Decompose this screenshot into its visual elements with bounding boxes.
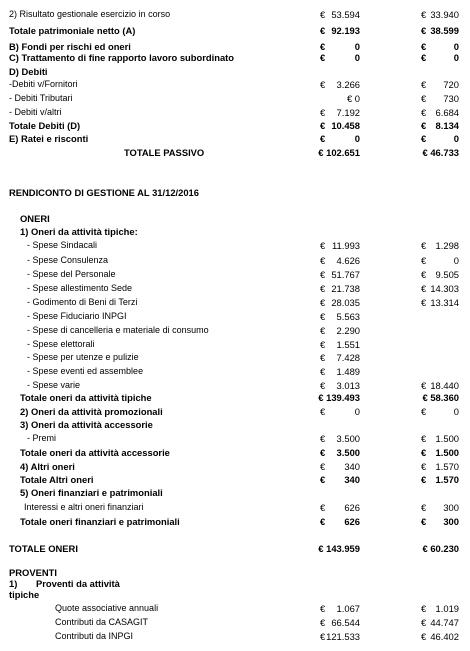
- passivo-row-label: D) Debiti: [9, 66, 48, 77]
- currency-symbol: €: [421, 502, 427, 513]
- oneri-section-1: 1) Oneri da attività tipiche:: [20, 226, 138, 237]
- currency-symbol: €: [421, 603, 427, 614]
- currency-symbol: €: [421, 255, 427, 266]
- amount-value: 10.458: [331, 120, 360, 131]
- currency-symbol: €: [320, 240, 326, 251]
- amount-value: 340: [344, 474, 360, 485]
- currency-symbol: €: [421, 297, 427, 308]
- amount-value: 0: [453, 133, 459, 144]
- amount-value: 7.428: [336, 352, 360, 363]
- amount-value: 9.505: [435, 269, 459, 280]
- currency-symbol: €: [421, 41, 427, 52]
- currency-symbol: €: [320, 79, 326, 90]
- amount-value: € 46.733: [422, 147, 459, 158]
- amount-value: 8.134: [435, 120, 459, 131]
- currency-symbol: €: [320, 617, 326, 628]
- amount-value: 3.013: [336, 380, 360, 391]
- amount-value: 0: [354, 133, 360, 144]
- amount-value: 3.266: [336, 79, 360, 90]
- currency-symbol: €: [320, 107, 326, 118]
- amount-value: 1.551: [336, 339, 360, 350]
- proventi-section-title-cont: tipiche: [9, 589, 40, 600]
- currency-symbol: €: [421, 79, 427, 90]
- currency-symbol: €: [320, 283, 326, 294]
- amount-value: 1.500: [435, 447, 459, 458]
- amount-value: 4.626: [336, 255, 360, 266]
- passivo-row-label: - Debiti v/altri: [9, 107, 62, 117]
- totale-oneri-label: TOTALE ONERI: [9, 543, 78, 554]
- currency-symbol: €: [320, 352, 326, 363]
- amount-value: 44.747: [430, 617, 459, 628]
- amount-value: 300: [443, 502, 459, 513]
- rendiconto-title: RENDICONTO DI GESTIONE AL 31/12/2016: [9, 187, 199, 198]
- currency-symbol: €: [320, 325, 326, 336]
- currency-symbol: €: [421, 447, 427, 458]
- oneri-item-label: - Spese del Personale: [27, 269, 116, 279]
- oneri-section-3: 3) Oneri da attività accessorie: [20, 419, 153, 430]
- oneri-item-label: - Spese Sindacali: [27, 240, 98, 250]
- totale-passivo-label: TOTALE PASSIVO: [124, 147, 205, 158]
- currency-symbol: €: [421, 25, 427, 36]
- amount-value: € 139.493: [318, 392, 360, 403]
- passivo-row-label: C) Trattamento di fine rapporto lavoro subordinato: [9, 52, 235, 63]
- currency-symbol: €: [320, 474, 326, 485]
- oneri-item-label: - Spese per utenze e pulizie: [27, 352, 139, 362]
- currency-symbol: €: [320, 25, 326, 36]
- amount-value: 0: [453, 41, 459, 52]
- currency-symbol: €: [421, 617, 427, 628]
- oneri-section-5: 5) Oneri finanziari e patrimoniali: [20, 487, 163, 498]
- oneri-item-label: - Spese di cancelleria e materiale di consumo: [27, 325, 209, 335]
- currency-symbol: €: [421, 461, 427, 472]
- amount-value: 1.570: [435, 474, 459, 485]
- currency-symbol: €: [421, 9, 427, 20]
- currency-symbol: €: [320, 461, 326, 472]
- proventi-section-title: Proventi da attività: [36, 578, 120, 589]
- amount-value: 51.767: [331, 269, 360, 280]
- currency-symbol: €: [320, 433, 326, 444]
- amount-value: 28.035: [331, 297, 360, 308]
- currency-symbol: €: [320, 631, 326, 642]
- passivo-row-label: -Debiti v/Fornitori: [9, 79, 78, 89]
- amount-value: 66.544: [331, 617, 360, 628]
- currency-symbol: €: [421, 269, 427, 280]
- amount-value: 1.489: [336, 366, 360, 377]
- passivo-row-label: - Debiti Tributari: [9, 93, 73, 103]
- totale-oneri-finanziari-label: Totale oneri finanziari e patrimoniali: [20, 516, 180, 527]
- amount-value: € 102.651: [318, 147, 360, 158]
- currency-symbol: €: [320, 380, 326, 391]
- currency-symbol: €: [421, 631, 427, 642]
- currency-symbol: €: [320, 339, 326, 350]
- amount-value: 1.298: [435, 240, 459, 251]
- currency-symbol: €: [421, 283, 427, 294]
- amount-value: 7.192: [336, 107, 360, 118]
- oneri-heading: ONERI: [20, 213, 50, 224]
- currency-symbol: €: [320, 41, 326, 52]
- amount-value: 730: [443, 93, 459, 104]
- currency-symbol: €: [421, 133, 427, 144]
- passivo-row-label: E) Ratei e risconti: [9, 133, 89, 144]
- currency-symbol: €: [320, 120, 326, 131]
- amount-value: € 0: [346, 93, 360, 104]
- amount-value: 1.067: [336, 603, 360, 614]
- amount-value: 11.993: [332, 240, 360, 251]
- proventi-heading: PROVENTI: [9, 567, 57, 578]
- totale-oneri-tipiche-label: Totale oneri da attività tipiche: [20, 392, 152, 403]
- currency-symbol: €: [320, 603, 326, 614]
- currency-symbol: €: [421, 120, 427, 131]
- amount-value: 46.402: [430, 631, 459, 642]
- totale-altri-oneri-label: Totale Altri oneri: [20, 474, 94, 485]
- proventi-section-number: 1): [9, 578, 18, 589]
- amount-value: 92.193: [331, 25, 360, 36]
- oneri-section-2: 2) Oneri da attività promozionali: [20, 406, 163, 417]
- amount-value: 14.303: [430, 283, 459, 294]
- amount-value: 1.019: [435, 603, 459, 614]
- currency-symbol: €: [320, 406, 326, 417]
- amount-value: 0: [354, 406, 360, 417]
- oneri-item-label: - Spese allestimento Sede: [27, 283, 133, 293]
- currency-symbol: €: [320, 255, 326, 266]
- amount-value: 21.738: [331, 283, 360, 294]
- currency-symbol: €: [320, 269, 326, 280]
- currency-symbol: €: [421, 516, 427, 527]
- currency-symbol: €: [421, 380, 427, 391]
- amount-value: 626: [344, 516, 360, 527]
- currency-symbol: €: [320, 133, 326, 144]
- passivo-row-label: 2) Risultato gestionale esercizio in corso: [9, 9, 171, 19]
- currency-symbol: €: [320, 366, 326, 377]
- amount-value: € 58.360: [422, 392, 459, 403]
- proventi-item-label: Quote associative annuali: [55, 603, 159, 613]
- amount-value: 121.533: [326, 631, 360, 642]
- proventi-item-label: Contributi da CASAGIT: [55, 617, 149, 627]
- currency-symbol: €: [320, 502, 326, 513]
- currency-symbol: €: [421, 93, 427, 104]
- amount-value: 6.684: [435, 107, 459, 118]
- currency-symbol: €: [320, 311, 326, 322]
- premi-label: - Premi: [27, 433, 56, 443]
- passivo-row-label: Totale patrimoniale netto (A): [9, 25, 136, 36]
- currency-symbol: €: [421, 52, 427, 63]
- currency-symbol: €: [320, 447, 326, 458]
- totale-oneri-accessorie-label: Totale oneri da attività accessorie: [20, 447, 170, 458]
- amount-value: € 143.959: [318, 543, 360, 554]
- amount-value: 0: [354, 41, 360, 52]
- passivo-row-label: B) Fondi per rischi ed oneri: [9, 41, 131, 52]
- currency-symbol: €: [320, 297, 326, 308]
- interessi-label: Interessi e altri oneri finanziari: [24, 502, 144, 512]
- oneri-item-label: - Spese Consulenza: [27, 255, 109, 265]
- oneri-item-label: - Godimento di Beni di Terzi: [27, 297, 138, 307]
- currency-symbol: €: [421, 406, 427, 417]
- oneri-item-label: - Spese varie: [27, 380, 81, 390]
- amount-value: 1.500: [435, 433, 459, 444]
- amount-value: 1.570: [435, 461, 459, 472]
- amount-value: 3.500: [336, 433, 360, 444]
- amount-value: 626: [344, 502, 360, 513]
- currency-symbol: €: [421, 433, 427, 444]
- currency-symbol: €: [320, 516, 326, 527]
- amount-value: 2.290: [336, 325, 360, 336]
- proventi-item-label: Contributi da INPGI: [55, 631, 134, 641]
- amount-value: 300: [443, 516, 459, 527]
- amount-value: 0: [354, 52, 360, 63]
- amount-value: 5.563: [336, 311, 360, 322]
- oneri-item-label: - Spese Fiduciario INPGI: [27, 311, 127, 321]
- amount-value: 13.314: [430, 297, 459, 308]
- passivo-row-label: Totale Debiti (D): [9, 120, 81, 131]
- amount-value: 0: [453, 255, 459, 266]
- amount-value: 18.440: [430, 380, 459, 391]
- currency-symbol: €: [320, 52, 326, 63]
- currency-symbol: €: [320, 9, 326, 20]
- oneri-item-label: - Spese eventi ed assemblee: [27, 366, 144, 376]
- amount-value: 720: [443, 79, 459, 90]
- oneri-item-label: - Spese elettorali: [27, 339, 95, 349]
- amount-value: 53.594: [331, 9, 360, 20]
- amount-value: 340: [344, 461, 360, 472]
- amount-value: 33.940: [430, 9, 459, 20]
- amount-value: 38.599: [430, 25, 459, 36]
- amount-value: € 60.230: [422, 543, 459, 554]
- amount-value: 0: [453, 406, 459, 417]
- currency-symbol: €: [421, 474, 427, 485]
- currency-symbol: €: [421, 107, 427, 118]
- currency-symbol: €: [421, 240, 427, 251]
- amount-value: 3.500: [336, 447, 360, 458]
- oneri-section-4: 4) Altri oneri: [20, 461, 75, 472]
- amount-value: 0: [453, 52, 459, 63]
